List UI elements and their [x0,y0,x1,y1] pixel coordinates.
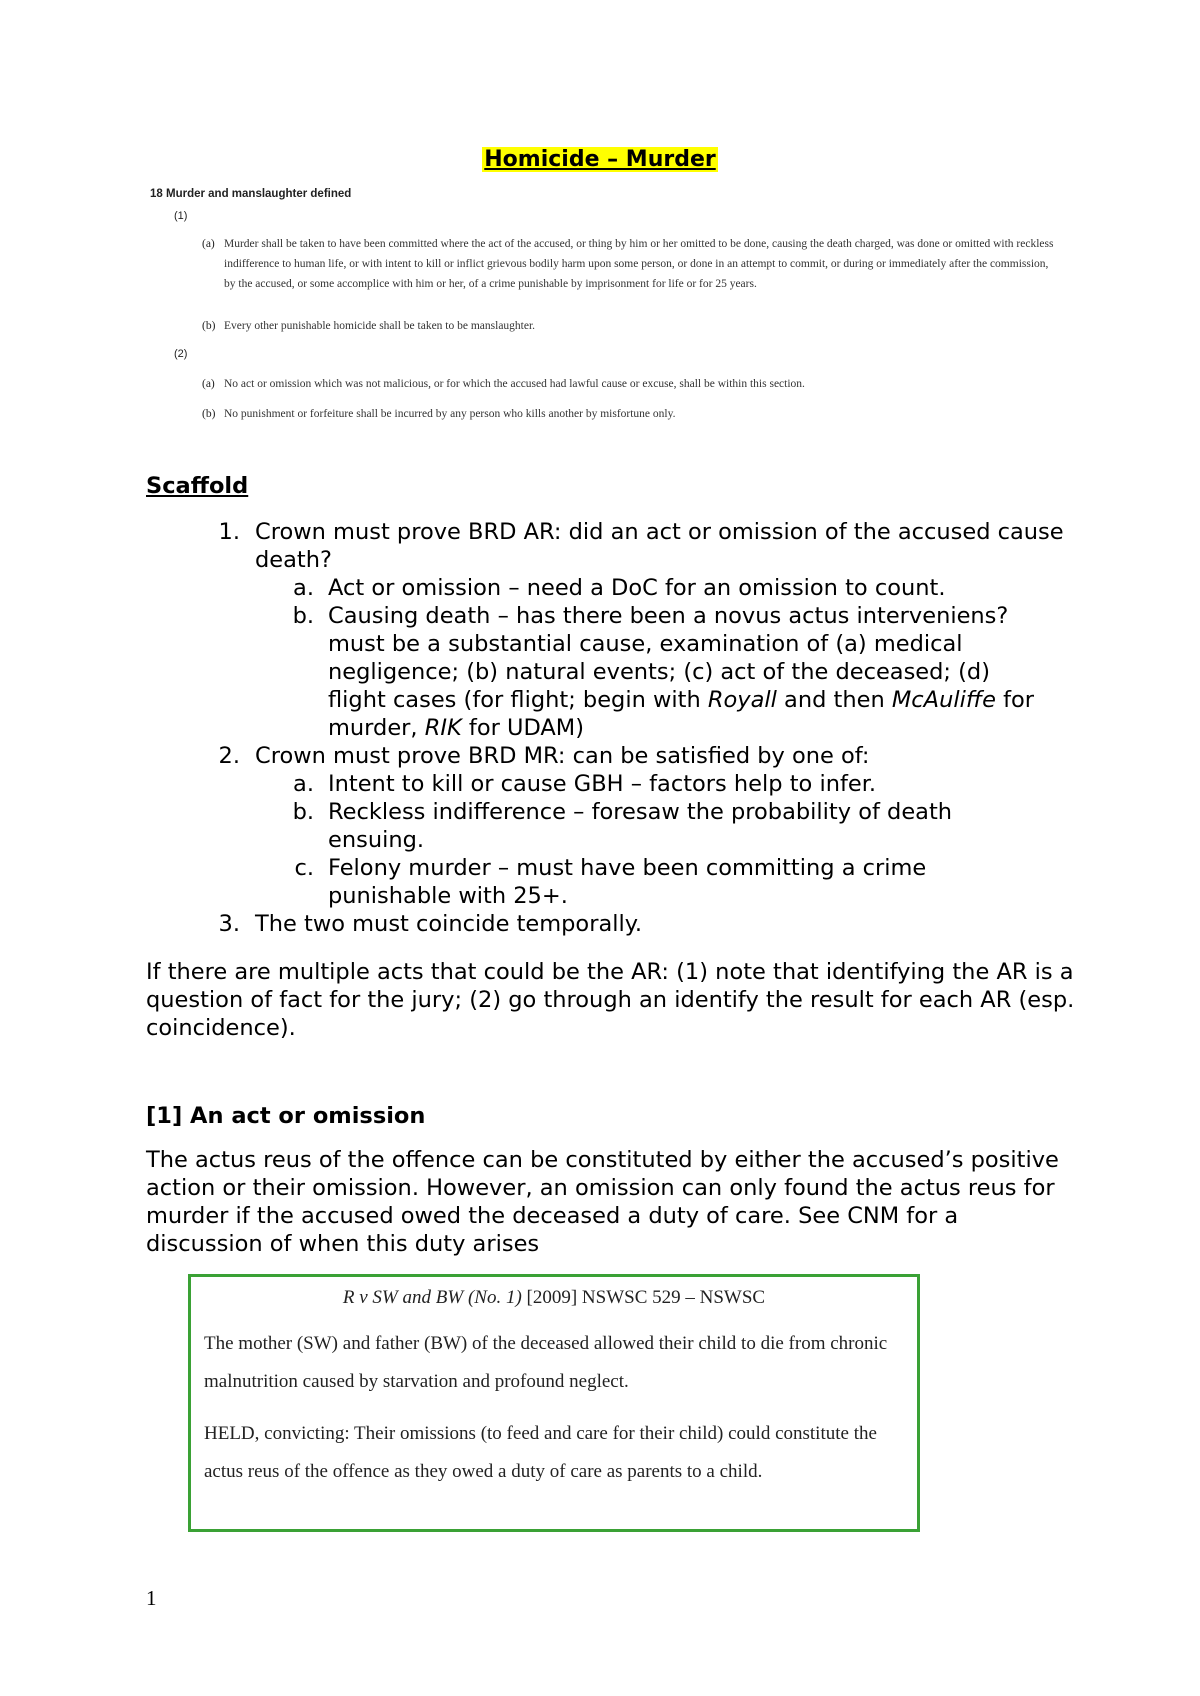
title-text: Homicide – Murder [484,147,716,172]
case-royall: Royall [707,687,777,713]
list-letter: b. [292,603,314,629]
statute-s1a-text: Murder shall be taken to have been committed where the act of the accused, or thing by him or her omitted to be done, causing the death charged, was done or omitted with reckless indifference to human life, or with intent to kill or inflict grievous bodily harm upon some person, or done in an attempt to commit, or during or immediately after the commission, by the accused, or some accomplice with him or her, of a crime punishable by imprisonment for life or for 25 years. [224,238,1054,290]
list-item-2b: Reckless indifference – foresaw the probability of death ensuing. [328,799,953,853]
case-facts: The mother (SW) and father (BW) of the deceased allowed their child to die from chronic malnutrition caused by starvation and profound neglect. [204,1333,888,1392]
item-1b-text: and then [776,687,892,713]
section-heading-act-or-omission: [1] An act or omission [146,1103,426,1129]
statute-s2a-text: No act or omission which was not malicious, or for which the accused had lawful cause or excuse, shall be within this section. [224,378,805,390]
list-item-1b [328,602,1048,742]
case-citation: [2009] NSWSC 529 – NSWSC [521,1287,766,1308]
list-item-1a: Act or omission – need a DoC for an omission to count. [328,575,946,601]
case-box [188,1274,920,1532]
list-item-2c: Felony murder – must have been committing a crime punishable with 25+. [328,855,927,909]
item-1b-text: Causing death – has there been a novus actus interveniens? must be a substantial cause, examination of (a) medical negligence; (b) natural events; (c) act of the deceased; (d) flight cases (for flight; begin with [328,603,1009,713]
case-heading [191,1287,917,1309]
statute-s1b-text: Every other punishable homicide shall be taken to be manslaughter. [224,320,536,332]
statute-subsection-1: (1) [174,210,188,222]
statute-s2b-label: (b) [202,408,216,420]
statute-s1b-label: (b) [202,320,216,332]
item-1b-text: for murder, [328,687,1035,741]
statute-s1a-label: (a) [202,238,215,250]
list-number: 1. [218,519,240,545]
statute-s2a-label: (a) [202,378,215,390]
statute-heading: 18 Murder and manslaughter defined [150,188,352,200]
statute-subsection-2: (2) [174,348,188,360]
list-item-1: Crown must prove BRD AR: did an act or omission of the accused cause death? [255,519,1064,573]
item-1b-text: for UDAM) [461,715,584,741]
statute-s2b-text: No punishment or forfeiture shall be incurred by any person who kills another by misfortune only. [224,408,676,420]
list-letter: c. [294,855,314,881]
case-name: R v SW and BW (No. 1) [342,1287,522,1308]
list-number: 3. [218,911,240,937]
case-held: HELD, convicting: Their omissions (to feed and care for their child) could constitute the actus reus of the offence as they owed a duty of care as parents to a child. [204,1423,877,1482]
list-number: 2. [218,743,240,769]
page-number: 1 [146,1586,157,1610]
act-or-omission-paragraph: The actus reus of the offence can be constituted by either the accused’s positive action or their omission. However, an omission can only found the actus reus for murder if the accused owed the deceased a duty of care. See CNM for a discussion of when this duty arises [146,1147,1059,1257]
list-item-2a: Intent to kill or cause GBH – factors help to infer. [328,771,877,797]
multiple-acts-paragraph: If there are multiple acts that could be the AR: (1) note that identifying the AR is a question of fact for the jury; (2) go through an identify the result for each AR (esp. coincidence). [146,959,1075,1041]
case-mcauliffe: McAuliffe [891,687,996,713]
case-rik: RIK [424,715,462,741]
scaffold-heading: Scaffold [146,473,249,499]
list-letter: a. [293,575,314,601]
list-letter: b. [292,799,314,825]
list-item-3: The two must coincide temporally. [255,911,642,937]
list-item-2: Crown must prove BRD MR: can be satisfied by one of: [255,743,870,769]
page-title [0,146,1200,174]
list-letter: a. [293,771,314,797]
